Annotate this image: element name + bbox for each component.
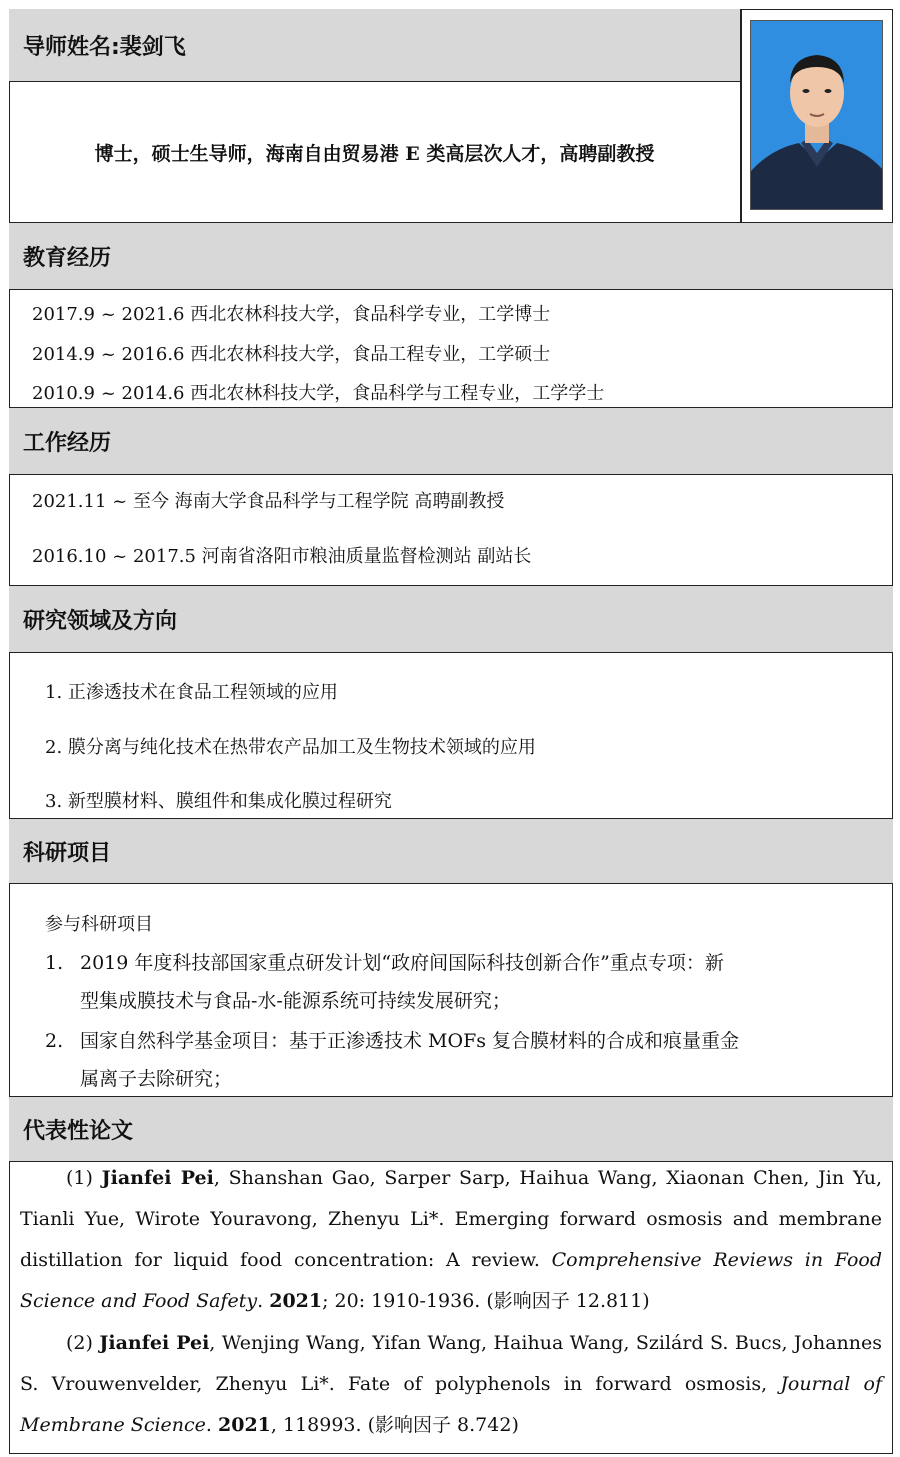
paper-dot: . <box>257 1290 270 1312</box>
work-item: 2021.11 ~ 至今 海南大学食品科学与工程学院 高聘副教授 <box>32 491 505 512</box>
paper-journal: Journal of Membrane Science <box>20 1373 882 1436</box>
portrait-photo <box>750 20 883 210</box>
research-item: 3. 新型膜材料、膜组件和集成化膜过程研究 <box>45 791 392 812</box>
project-item-line: 型集成膜技术与食品-水-能源系统可持续发展研究； <box>80 990 511 1012</box>
paper-number: (1) <box>66 1167 93 1189</box>
research-item: 2. 膜分离与纯化技术在热带农产品加工及生物技术领域的应用 <box>45 737 536 758</box>
paper-journal: Comprehensive Reviews in Food Science and Food Safety <box>20 1249 882 1312</box>
education-item: 2014.9 ~ 2016.6 西北农林科技大学，食品工程专业，工学硕士 <box>32 344 551 365</box>
paper-dot: . <box>205 1414 219 1436</box>
project-item-line: 属离子去除研究； <box>80 1068 233 1090</box>
project-number: 2. <box>45 1030 64 1052</box>
paper-details: ; 20: 1910-1936. (影响因子 12.811) <box>322 1290 650 1312</box>
project-item-line: 国家自然科学基金项目：基于正渗透技术 MOFs 复合膜材料的合成和痕量重金 <box>80 1030 740 1052</box>
section-papers: 代表性论文 <box>9 1096 893 1162</box>
work-item: 2016.10 ~ 2017.5 河南省洛阳市粮油质量监督检测站 副站长 <box>32 546 532 567</box>
project-number: 1. <box>45 952 64 974</box>
divider <box>740 9 742 222</box>
projects-intro: 参与科研项目 <box>45 914 153 935</box>
paper-author-highlight: Jianfei Pei <box>101 1167 214 1189</box>
paper-year: 2021 <box>218 1414 271 1436</box>
education-item: 2017.9 ~ 2021.6 西北农林科技大学，食品科学专业，工学博士 <box>32 304 551 325</box>
paper-entry <box>20 1323 882 1446</box>
paper-details: , 118993. (影响因子 8.742) <box>270 1414 519 1436</box>
section-research: 研究领域及方向 <box>9 585 893 653</box>
advisor-name: 导师姓名:裴剑飞 <box>9 9 740 82</box>
section-education: 教育经历 <box>9 222 893 290</box>
project-item-line: 2019 年度科技部国家重点研发计划“政府间国际科技创新合作”重点专项：新 <box>80 952 724 974</box>
paper-authors: , Wenjing Wang, Yifan Wang, Haihua Wang, Szilárd S. Bucs, Johannes S. Vrouwenvelder, Zhenyu Li*. Fate of polyphenols in forward osmosis, <box>20 1332 883 1395</box>
section-projects: 科研项目 <box>9 818 893 884</box>
paper-entry <box>20 1158 882 1322</box>
research-item: 1. 正渗透技术在食品工程领域的应用 <box>45 682 338 703</box>
section-work: 工作经历 <box>9 407 893 475</box>
paper-number: (2) <box>66 1332 93 1354</box>
paper-author-highlight: Jianfei Pei <box>99 1332 210 1354</box>
paper-authors: , Shanshan Gao, Sarper Sarp, Haihua Wang, Xiaonan Chen, Jin Yu, Tianli Yue, Wirote Youravong, Zhenyu Li*. Emerging forward osmosis and membrane distillation for liquid food concentration: A review. <box>20 1167 882 1271</box>
paper-year: 2021 <box>269 1290 323 1312</box>
advisor-summary: 博士，硕士生导师，海南自由贸易港 E 类高层次人才，高聘副教授 <box>94 142 655 165</box>
education-item: 2010.9 ~ 2014.6 西北农林科技大学，食品科学与工程专业，工学学士 <box>32 383 605 404</box>
